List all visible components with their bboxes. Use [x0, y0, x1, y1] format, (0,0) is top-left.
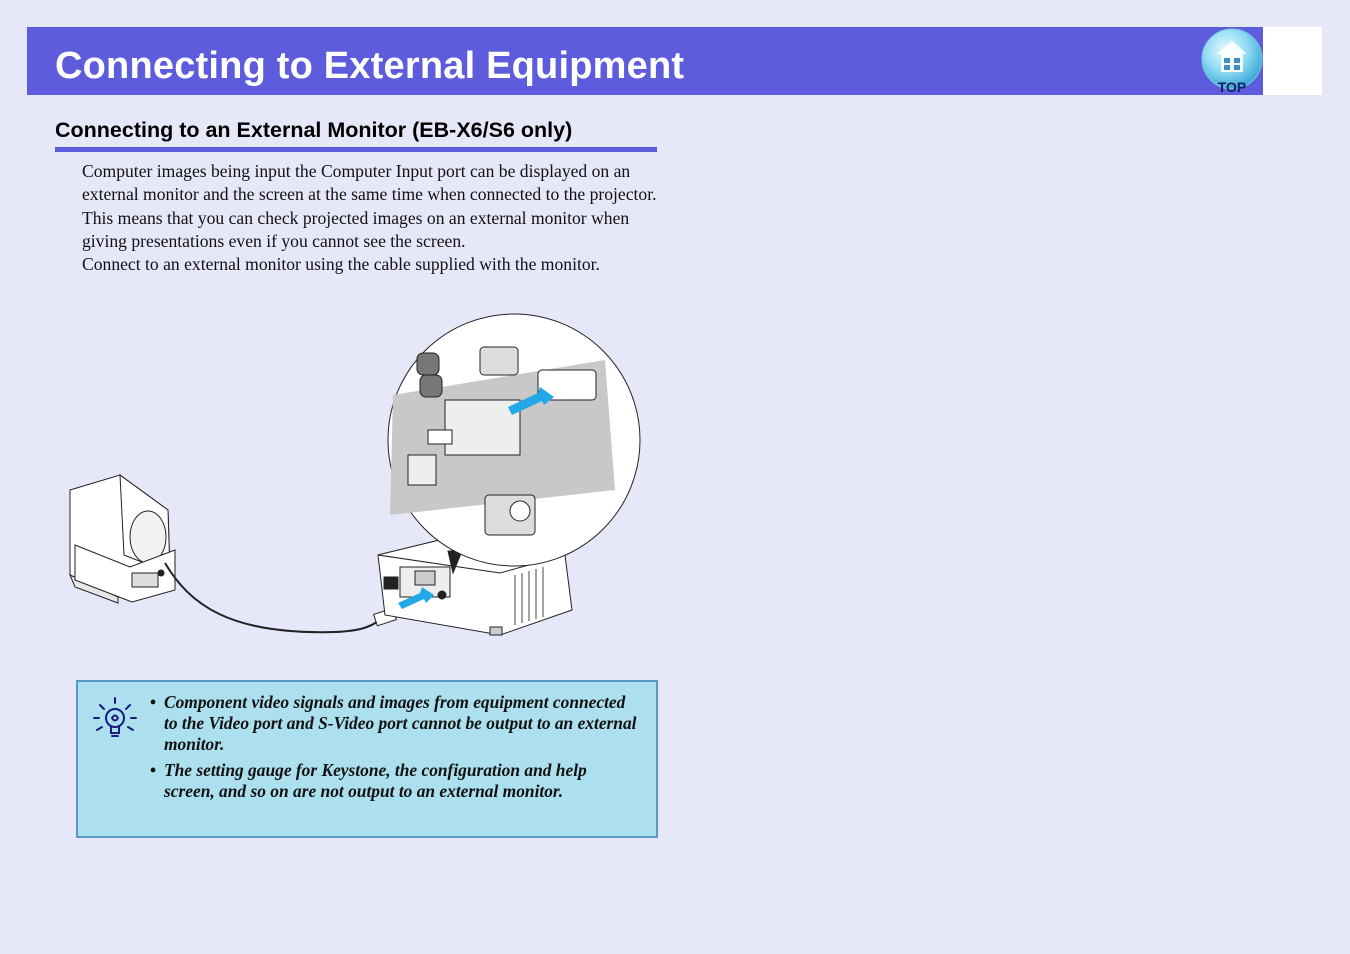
connection-diagram: [60, 305, 660, 650]
body-text: [82, 160, 662, 276]
bullet-icon: •: [150, 692, 157, 712]
bullet-icon: •: [150, 760, 157, 780]
lightbulb-tip-icon: [92, 696, 138, 742]
note-item: [150, 692, 640, 755]
external-monitor-illustration: [70, 475, 175, 603]
note-box: [76, 680, 658, 838]
page-header: [27, 27, 1263, 95]
note-list: [150, 692, 640, 807]
page-title: Connecting to External Equipment: [55, 45, 685, 87]
note-item: [150, 760, 640, 802]
body-paragraph: Connect to an external monitor using the cable supplied with the monitor.: [82, 254, 600, 275]
section-divider: [55, 147, 657, 152]
body-paragraph: Computer images being input the Computer Input port can be displayed on an external monitor and the screen at the same time when connected to the projector. This means that you can check projected images on an external monitor when giving presentations even if you cannot see the screen.: [82, 161, 657, 251]
note-item-text: The setting gauge for Keystone, the configuration and help screen, and so on are not output to an external monitor.: [164, 760, 587, 801]
port-closeup-illustration: [388, 314, 640, 566]
note-item-text: Component video signals and images from equipment connected to the Video port and S-Video port cannot be output to an external monitor.: [164, 692, 637, 754]
section-heading: Connecting to an External Monitor (EB-X6/S6 only): [55, 118, 573, 142]
top-button-label: TOP: [1217, 79, 1247, 95]
top-button[interactable]: [1199, 27, 1265, 95]
header-tail: [1263, 27, 1322, 95]
